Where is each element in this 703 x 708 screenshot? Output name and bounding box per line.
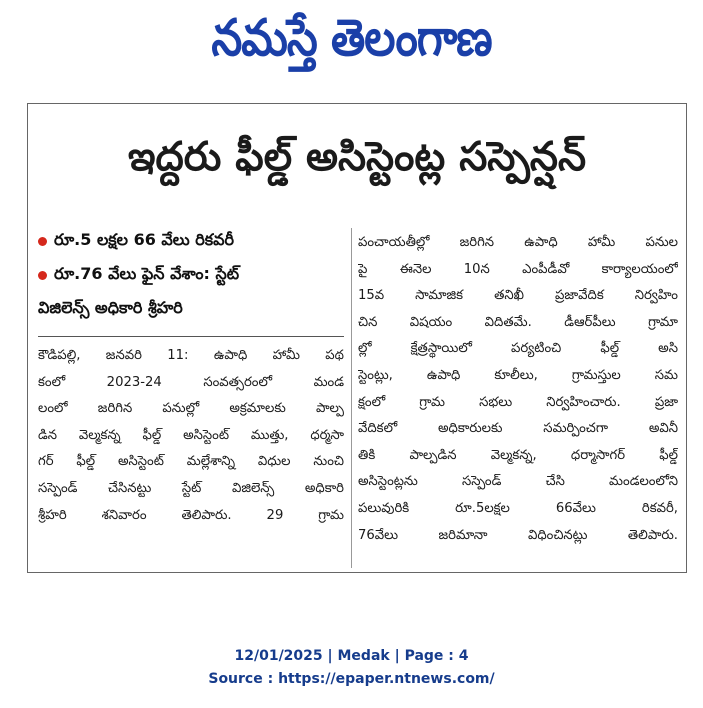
text-line: ల్లో క్షేత్రస్థాయిలో పర్యటించి ఫీల్డ్ అసి: [358, 341, 678, 357]
bullet-dot-icon: [38, 271, 47, 280]
text-line: పంచాయతీల్లో జరిగిన ఉపాధి హామీ పనుల: [358, 235, 678, 250]
section-divider: [38, 336, 344, 337]
text-line: లంలో జరిగిన పనుల్లో అక్రమాలకు పాల్ప: [38, 401, 344, 417]
bullet-dot-icon: [38, 237, 47, 246]
text-line: శ్రీహరి శనివారం తెలిపారు. 29 గ్రామ: [38, 507, 344, 523]
bullet-item: [38, 258, 344, 292]
text-line: క్షంలో గ్రామ సభలు నిర్వహించారు. ప్రజా: [358, 394, 678, 410]
newspaper-logo: నమస్తే తెలంగాణ: [211, 9, 492, 68]
text-line: కంలో 2023-24 సంవత్సరంలో మండ: [38, 374, 344, 390]
bullet-item: [38, 224, 344, 258]
column-divider: [351, 228, 352, 568]
publication-info: 12/01/2025 | Medak | Page : 4: [234, 648, 469, 664]
text-line: కౌడిపల్లి, జనవరి 11: ఉపాధి హామీ పథ: [38, 348, 344, 363]
text-line: పలువురికి రూ.5లక్షల 66వేలు రికవరీ,: [358, 500, 678, 516]
bullet-text: రూ.76 వేలు ఫైన్ వేశాం: స్టేట్: [54, 263, 240, 283]
bullet-text: రూ.5 లక్షల 66 వేలు రికవరీ: [54, 229, 234, 249]
masthead: [0, 2, 703, 80]
article-headline: ఇద్దరు ఫీల్డ్ అసిస్టెంట్ల సస్పెన్షన్: [127, 134, 587, 180]
text-line: తికి పాల్పడిన వెల్మకన్న, ధర్మాసాగర్ ఫీల్డ్: [358, 447, 678, 463]
bullet-continuation: [38, 292, 344, 326]
right-column: [358, 230, 678, 549]
text-line: డిన వెల్మకన్న ఫీల్డ్ అసిస్టెంట్ ముత్తు, ధర్మసా: [38, 427, 344, 443]
bullet-text: విజిలెన్స్ అధికారి శ్రీహరి: [38, 297, 183, 317]
source-link[interactable]: Source : https://epaper.ntnews.com/: [208, 671, 495, 687]
text-line: చిన విషయం విదితమే. డీఆర్‌పీలు గ్రామా: [358, 314, 678, 330]
text-line: 15వ సామాజిక తనిఖీ ప్రజావేదిక నిర్వహిం: [358, 288, 678, 304]
text-line: గర్ ఫీల్డ్ అసిస్టెంట్ మల్లేశాన్ని విధుల నుంచి: [38, 454, 344, 470]
text-line: పై ఈనెల 10న ఎంపీడీవో కార్యాలయంలో: [358, 261, 678, 277]
text-line: స్టెంట్లు, ఉపాధి కూలీలు, గ్రామస్తుల సమ: [358, 367, 678, 383]
text-line: అసిస్టెంట్లను సస్పెండ్ చేసి మండలంలోని: [358, 474, 678, 490]
text-line: 76వేలు జరిమానా విధించినట్లు తెలిపారు.: [358, 527, 678, 543]
left-body-text: [38, 343, 344, 529]
right-body-text: [358, 230, 678, 549]
text-line: వేదికలో అధికారులకు సమర్పించగా అవినీ: [358, 421, 678, 437]
text-line: సస్పెండ్ చేసినట్టు స్టేట్ విజిలెన్స్ అధికారి: [38, 480, 344, 496]
left-column: [38, 224, 344, 529]
